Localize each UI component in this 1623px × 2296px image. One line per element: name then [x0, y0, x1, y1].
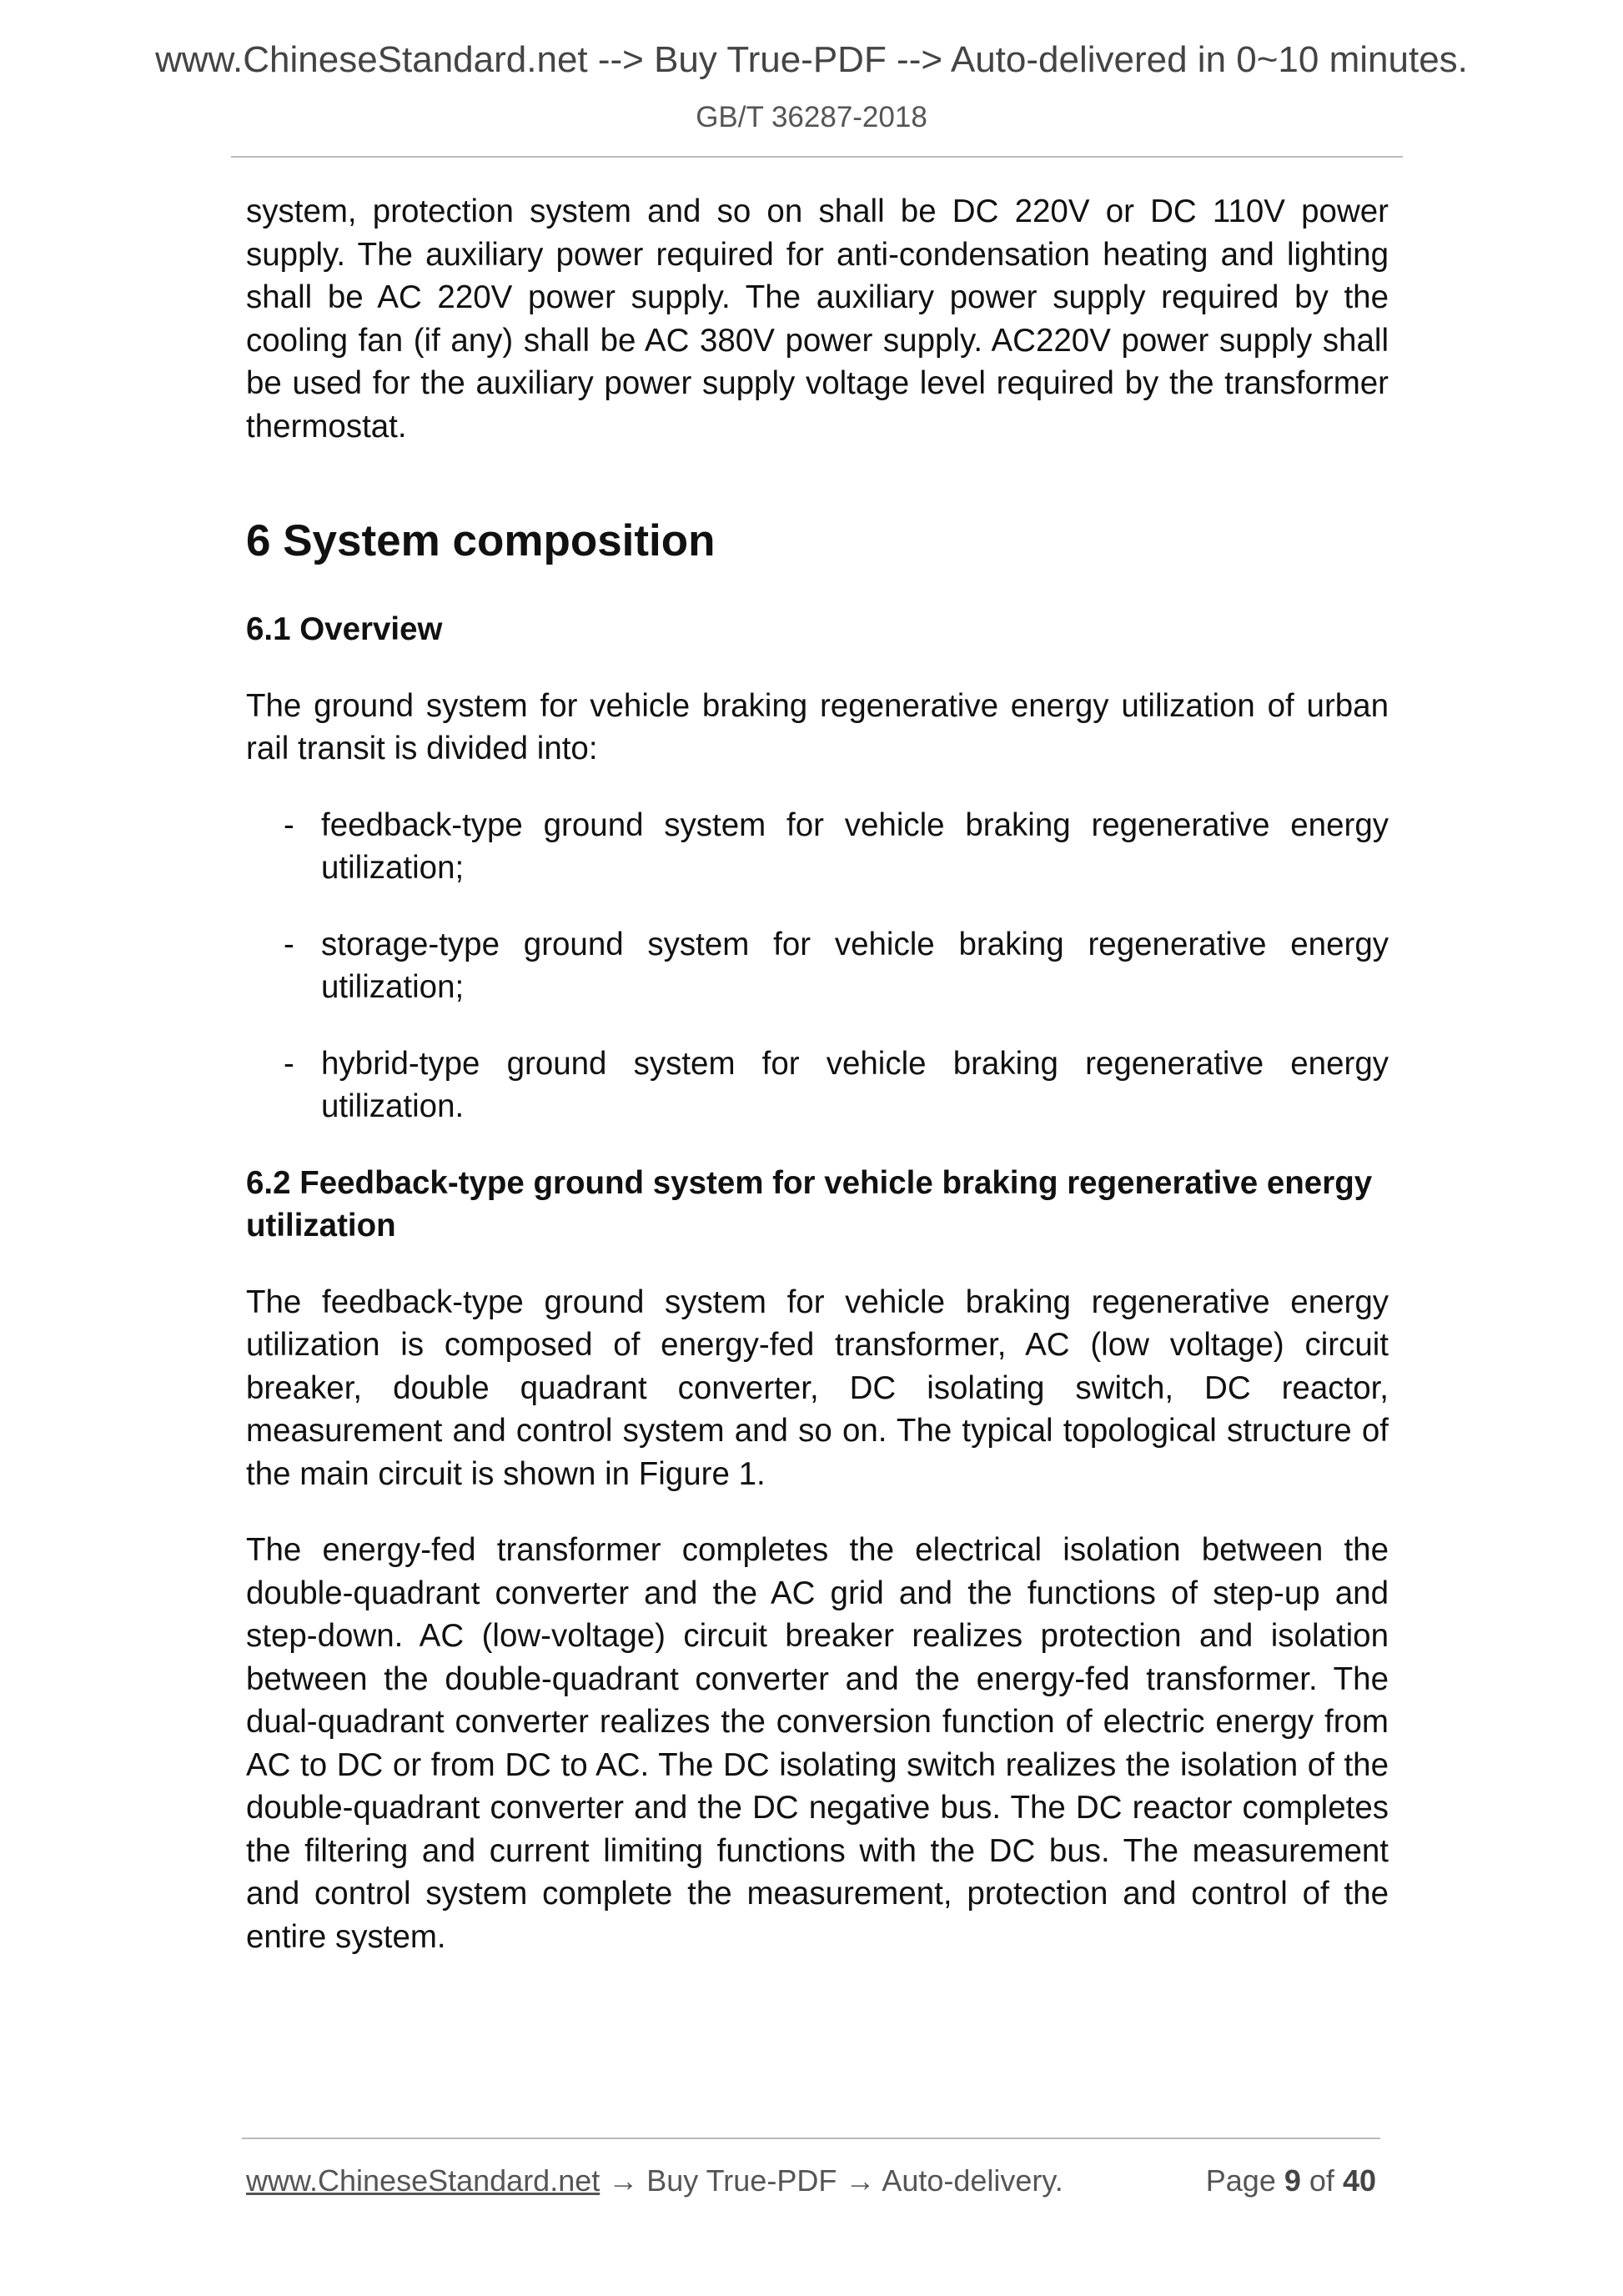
- feedback-paragraph-2: The energy-fed transformer completes the electrical isolation between the double-quadrant converter and the AC grid and the functions of step-up and step-down. AC (low-voltage) circuit breaker realizes protection and isolation between the double-quadrant converter and the energy-fed transformer. The dual-quadrant converter realizes the conversion function of electric energy from AC to DC or from DC to AC. The DC isolating switch realizes the isolation of the double-quadrant converter and the DC negative bus. The DC reactor completes the filtering and current limiting functions with the DC bus. The measurement and control system complete the measurement, protection and control of the entire system.: [246, 1532, 1389, 1955]
- section-title: 6 System composition: [246, 516, 716, 565]
- page-number: [1206, 2160, 1376, 2202]
- list-marker: -: [284, 806, 294, 843]
- page-footer: [246, 2160, 1376, 2202]
- overview-paragraph: The ground system for vehicle braking regenerative energy utilization of urban rail transit is divided into:: [246, 687, 1389, 766]
- feedback-paragraph-1: The feedback-type ground system for vehicle braking regenerative energy utilization is composed of energy-fed transformer, AC (low voltage) circuit breaker, double quadrant converter, DC isolating switch, DC reactor, measurement and control system and so on. The typical topological structure of the main circuit is shown in Figure 1.: [246, 1284, 1389, 1492]
- list-item: [246, 804, 1389, 890]
- list-item-text: storage-type ground system for vehicle braking regenerative energy utilization;: [321, 926, 1389, 1005]
- header-divider: [231, 156, 1403, 158]
- page-current: 9: [1284, 2163, 1301, 2198]
- footer-divider: [242, 2138, 1380, 2139]
- footer-left: [246, 2160, 1063, 2202]
- subsection-title-overview: 6.1 Overview: [246, 611, 443, 647]
- page-of: of: [1309, 2163, 1334, 2198]
- list-item-text: feedback-type ground system for vehicle braking regenerative energy utilization;: [321, 806, 1389, 886]
- page-label: Page: [1205, 2163, 1276, 2198]
- list-marker: -: [284, 1045, 294, 1082]
- list-marker: -: [284, 926, 294, 962]
- intro-paragraph: system, protection system and so on shall be DC 220V or DC 110V power supply. The auxiliary power required for anti-condensation heating and lighting shall be AC 220V power supply. The auxiliary power supply required by the cooling fan (if any) shall be AC 380V power supply. AC220V power supply shall be used for the auxiliary power supply voltage level required by the transformer thermostat.: [246, 193, 1389, 445]
- list-item: [246, 923, 1389, 1009]
- list-item: [246, 1042, 1389, 1128]
- site-banner: www.ChineseStandard.net --> Buy True-PDF --> Auto-delivered in 0~10 minutes.: [155, 39, 1468, 80]
- site-link[interactable]: www.ChineseStandard.net: [246, 2163, 600, 2198]
- system-type-list: [246, 804, 1389, 1128]
- page-content: [246, 190, 1389, 1958]
- standard-code: GB/T 36287-2018: [696, 101, 927, 133]
- footer-tagline: → Buy True-PDF → Auto-delivery.: [600, 2163, 1063, 2198]
- list-item-text: hybrid-type ground system for vehicle braking regenerative energy utilization.: [321, 1045, 1389, 1124]
- page-total: 40: [1342, 2163, 1376, 2198]
- subsection-title-feedback: 6.2 Feedback-type ground system for vehicle braking regenerative energy utilization: [246, 1164, 1373, 1243]
